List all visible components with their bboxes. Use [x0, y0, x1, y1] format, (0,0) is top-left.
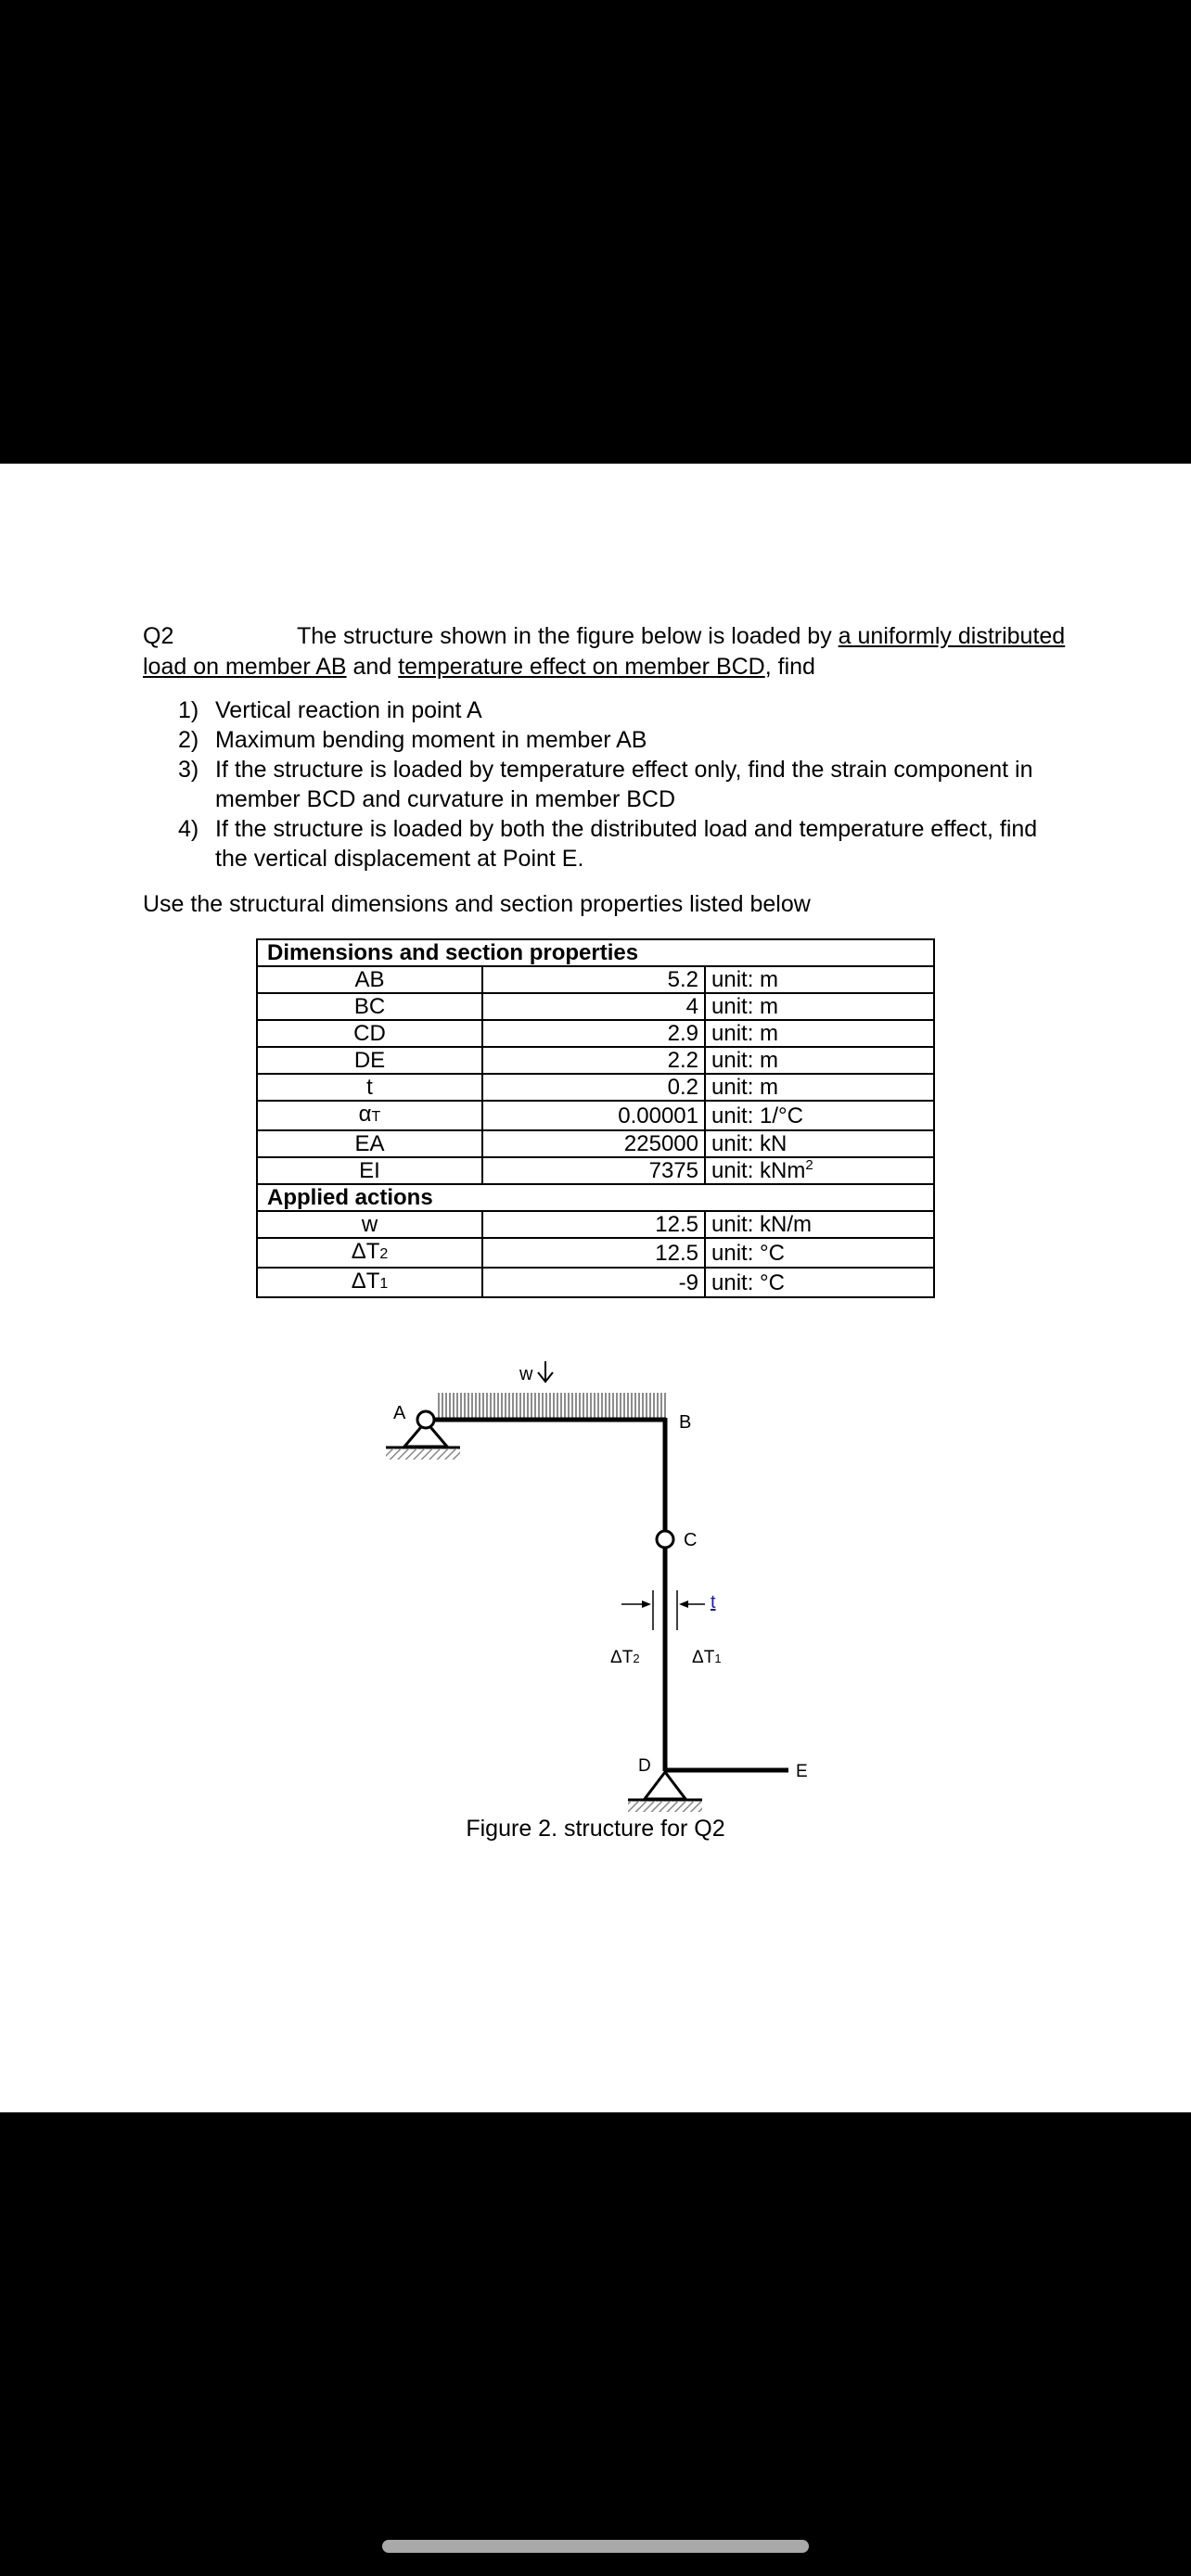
- dims-header: Dimensions and section properties: [257, 939, 934, 966]
- prop-unit-main: unit: kNm: [711, 1158, 806, 1183]
- task-number: 4): [178, 816, 199, 842]
- prop-value: 5.2: [482, 966, 705, 993]
- action-name: w: [257, 1211, 482, 1238]
- figure-caption: Figure 2. structure for Q2: [466, 1816, 725, 1842]
- thickness-label: t: [711, 1592, 716, 1613]
- document-page: [0, 464, 1191, 2112]
- intro-text-2: and: [346, 654, 399, 680]
- task-text: Vertical reaction in point A: [215, 697, 482, 723]
- pin-support-d: [628, 1772, 702, 1812]
- dt1-label: ΔT1: [692, 1648, 722, 1667]
- prop-name: EI: [257, 1157, 482, 1184]
- intro-text-3: , find: [764, 654, 815, 680]
- load-arrow-icon: [538, 1361, 553, 1382]
- prop-name: t: [257, 1074, 482, 1101]
- prop-unit: unit: kN: [705, 1130, 934, 1157]
- task-number: 2): [178, 727, 199, 753]
- task-text: If the structure is loaded by temperature effect only, find the strain component in member BCD and curvature in member BCD: [215, 757, 1033, 812]
- intro-underlined-temperature: temperature effect on member BCD: [398, 654, 765, 680]
- task-number: 1): [178, 697, 199, 723]
- question-label: Q2: [143, 623, 174, 649]
- task-number: 3): [178, 757, 199, 783]
- point-e-label: E: [796, 1762, 808, 1781]
- prop-name-main: α: [358, 1102, 372, 1127]
- action-value: 12.5: [482, 1211, 705, 1238]
- action-value: 12.5: [482, 1238, 705, 1268]
- prop-name: AB: [257, 966, 482, 993]
- action-unit: unit: °C: [705, 1268, 934, 1297]
- prop-name: BC: [257, 993, 482, 1020]
- prop-unit: unit: 1/°C: [705, 1101, 934, 1130]
- prop-value: 225000: [482, 1130, 705, 1157]
- prop-unit: unit: m: [705, 966, 934, 993]
- action-value: -9: [482, 1268, 705, 1297]
- prop-name-subscript: T: [371, 1109, 381, 1125]
- action-unit: unit: °C: [705, 1238, 934, 1268]
- action-name-main: ΔT: [351, 1239, 380, 1264]
- intro-underlined-load: a uniformly distributed load on member AB: [143, 623, 1066, 680]
- prop-name: CD: [257, 1020, 482, 1047]
- action-name-subscript: 1: [379, 1276, 389, 1292]
- point-c-label: C: [684, 1530, 698, 1550]
- prop-value: 0.2: [482, 1074, 705, 1101]
- prop-name: DE: [257, 1047, 482, 1074]
- point-b-label: B: [679, 1412, 692, 1433]
- task-text: Maximum bending moment in member AB: [215, 727, 647, 753]
- action-name-main: ΔT: [351, 1269, 380, 1294]
- prop-unit: unit: m: [705, 1020, 934, 1047]
- action-name-subscript: 2: [379, 1246, 389, 1262]
- hinge-c: [657, 1531, 673, 1548]
- home-indicator[interactable]: [382, 2540, 809, 2553]
- prop-unit: unit: m: [705, 1047, 934, 1074]
- action-unit: unit: kN/m: [705, 1211, 934, 1238]
- prop-unit: unit: m: [705, 1074, 934, 1101]
- actions-header: Applied actions: [257, 1184, 934, 1211]
- prop-unit: unit: m: [705, 993, 934, 1020]
- structure-figure: [0, 464, 1191, 1855]
- prop-value: 2.9: [482, 1020, 705, 1047]
- dt2-label: ΔT2: [610, 1648, 640, 1667]
- load-label: w: [519, 1364, 533, 1384]
- prop-value: 2.2: [482, 1047, 705, 1074]
- task-text: If the structure is loaded by both the distributed load and temperature effect, find the vertical displacement at Point E.: [215, 816, 1038, 872]
- point-a-label: A: [393, 1403, 406, 1423]
- distributed-load-band: [436, 1393, 666, 1419]
- prop-value: 0.00001: [482, 1101, 705, 1130]
- use-instruction: Use the structural dimensions and section properties listed below: [143, 891, 811, 917]
- prop-value: 7375: [482, 1157, 705, 1184]
- prop-value: 4: [482, 993, 705, 1020]
- prop-unit-superscript: 2: [805, 1157, 813, 1173]
- point-d-label: D: [638, 1756, 651, 1776]
- intro-text-1: The structure shown in the figure below is loaded by: [297, 623, 839, 649]
- prop-name: EA: [257, 1130, 482, 1157]
